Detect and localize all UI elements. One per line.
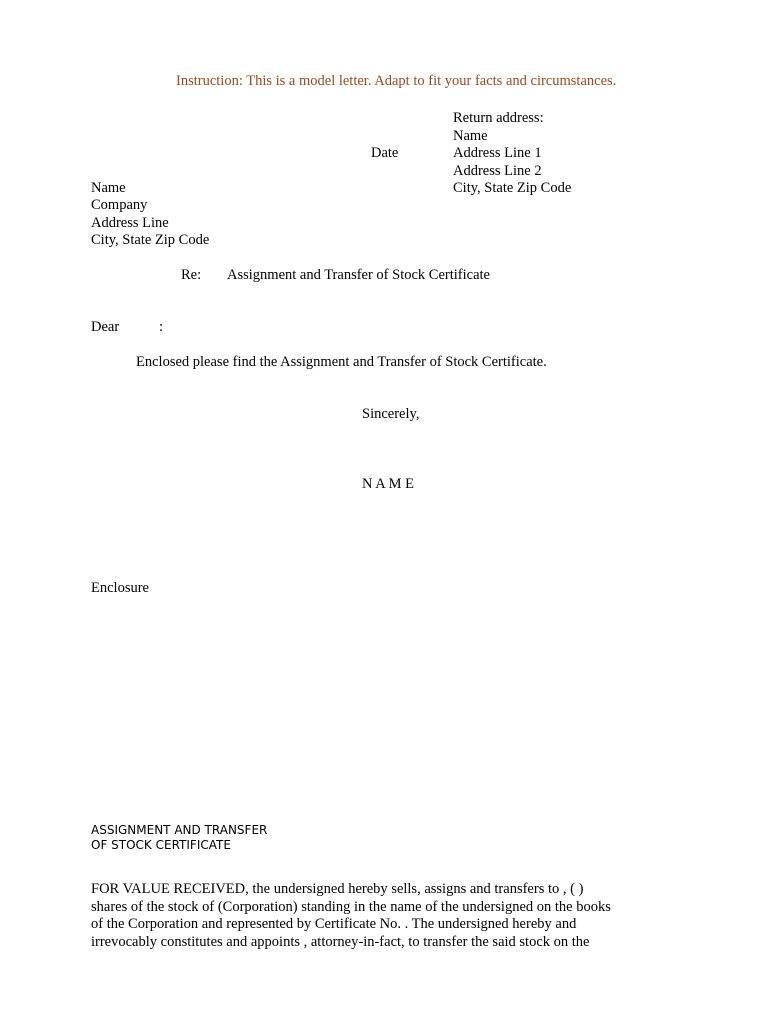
instruction-note: Instruction: This is a model letter. Adapt to fit your facts and circumstances. bbox=[176, 73, 617, 89]
salutation-colon: : bbox=[159, 319, 164, 335]
return-address-city: City, State Zip Code bbox=[453, 180, 572, 196]
date-label: Date bbox=[371, 145, 399, 161]
assignment-paragraph-line: of the Corporation and represented by Certificate No. . The undersigned hereby and bbox=[91, 916, 577, 932]
recipient-address: Address Line bbox=[91, 215, 169, 231]
body-line: Enclosed please find the Assignment and Transfer of Stock Certificate. bbox=[136, 354, 547, 370]
return-address-label: Return address: bbox=[453, 110, 544, 126]
assignment-heading-line1: ASSIGNMENT AND TRANSFER bbox=[91, 823, 268, 837]
return-address-name: Name bbox=[453, 128, 488, 144]
re-subject: Assignment and Transfer of Stock Certificate bbox=[227, 267, 490, 283]
enclosure-label: Enclosure bbox=[91, 580, 149, 596]
return-address-line1: Address Line 1 bbox=[453, 145, 542, 161]
assignment-paragraph-line: irrevocably constitutes and appoints , attorney-in-fact, to transfer the said stock on the bbox=[91, 933, 590, 950]
recipient-name: Name bbox=[91, 180, 126, 196]
return-address-line2: Address Line 2 bbox=[453, 163, 542, 179]
assignment-paragraph bbox=[91, 881, 691, 951]
assignment-heading-line2: OF STOCK CERTIFICATE bbox=[91, 838, 231, 852]
recipient-city: City, State Zip Code bbox=[91, 232, 210, 248]
assignment-paragraph-line: FOR VALUE RECEIVED, the undersigned hereby sells, assigns and transfers to , ( ) bbox=[91, 881, 584, 897]
re-label: Re: bbox=[181, 267, 202, 283]
signature-name: N A M E bbox=[362, 476, 414, 492]
closing: Sincerely, bbox=[362, 406, 420, 422]
recipient-company: Company bbox=[91, 197, 148, 213]
salutation-word: Dear bbox=[91, 319, 120, 335]
assignment-paragraph-line: shares of the stock of (Corporation) standing in the name of the undersigned on the books bbox=[91, 898, 611, 915]
